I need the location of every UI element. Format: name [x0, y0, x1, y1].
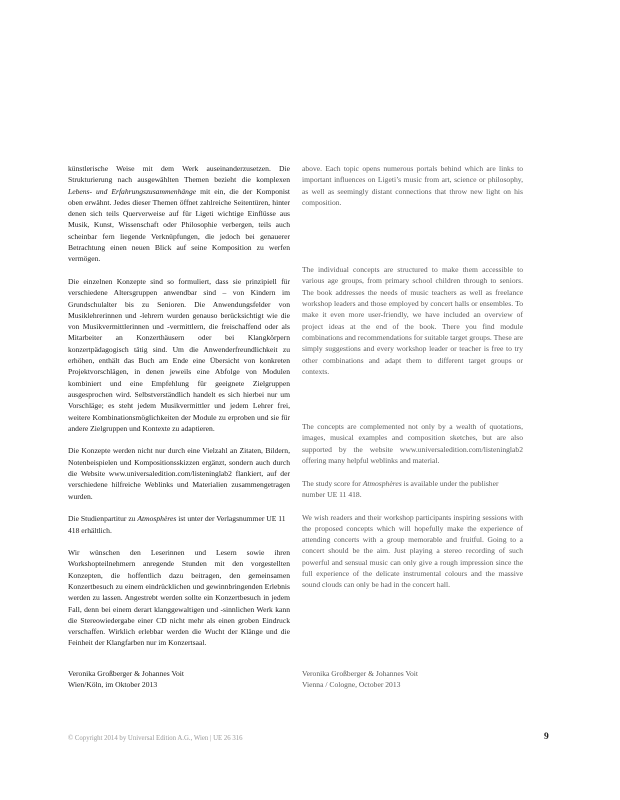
- german-paragraph: Die Konzepte werden nicht nur durch eine Vielzahl an Zitaten, Bildern, Notenbeispielen und Kompositionsskizzen ergänzt, sondern auch durch die Website www.universaledition.com/listeninglab2 flankiert, auf der verschiedene hilfreiche Weblinks und Materialien zusammengetragen wurden.: [68, 446, 290, 501]
- english-signature-names: Veronika Großberger & Johannes Voit: [302, 669, 418, 678]
- copyright-footer: © Copyright 2014 by Universal Edition A.G., Wien | UE 26 316: [68, 735, 243, 742]
- italic-title: Atmosphères: [362, 478, 402, 488]
- german-signature: [68, 668, 184, 691]
- german-paragraph: Die Studienpartitur zu Atmosphères ist unter der Verlagsnummer UE 11 418 erhältlich.: [68, 514, 286, 535]
- english-paragraph: The concepts are complemented not only by a wealth of quotations, images, musical examples and composition sketches, but are also supported by the website www.universaledition.com/listeninglab2 offering many helpful weblinks and material.: [302, 422, 523, 466]
- italic-title: Lebens- und Erfahrungszusammenhänge: [68, 186, 197, 196]
- italic-title: Atmosphères: [137, 514, 177, 524]
- english-paragraph: The individual concepts are structured to make them accessible to various age groups, from primary school children through to seniors. The book addresses the needs of music teachers as well as freelance workshop leaders and those employed by concert halls or ensembles. To make it even more user-friendly, we have included an overview of project ideas at the end of the book. There you find module combinations and recommendations for suitable target groups. These are simply suggestions and every workshop leader or teacher is free to try other combinations and adapt them to different target groups or contexts.: [302, 265, 523, 376]
- german-signature-names: Veronika Großberger & Johannes Voit: [68, 669, 184, 678]
- page-number: 9: [544, 732, 549, 742]
- german-paragraph: Die einzelnen Konzepte sind so formuliert, dass sie prinzipiell für verschiedene Altersgruppen anwendbar sind – von Kindern im Grundschulalter bis zu Senioren. Die Anwendungsfelder von Musiklehrerinnen und -lehrern wurden genauso berücksichtigt wie die von Musikvermittlerinnen und -vermittlern, die freischaffend oder als Mitarbeiter an Konzerthäusern oder bei Klangkörpern konzertpädagogisch tätig sind. Um die Anwenderfreundlichkeit zu erhöhen, enthält das Buch am Ende eine Übersicht von konkreten Projektvorschlägen, in denen jeweils eine Abfolge von Modulen kombiniert und eine Empfehlung für geeignete Zielgruppen ausgesprochen wird. Selbstverständlich handelt es sich hierbei nur um Vorschläge; es steht jedem Musikvermittler und jedem Lehrer frei, weitere Kombinationsmöglichkeiten der Module zu erproben und sie für andere Zielgruppen und Kontexte zu adaptieren.: [68, 276, 290, 433]
- german-paragraph: Wir wünschen den Leserinnen und Lesern sowie ihren Workshopteilnehmern anregende Stunden mit den vorgestellten Konzepten, die hoffentlich dazu beitragen, den gemeinsamen Konzertbesuch zu einem eindrücklichen und gewinnbringenden Erlebnis werden zu lassen. Angestrebt werden sollte ein Konzertbesuch in jedem Fall, denn bei einem derart klanggewaltigen und -sinnlichen Werk kann die Stereowiedergabe einer CD nicht mehr als einen groben Eindruck verschaffen. Wirklich erlebbar werden die Wucht der Klänge und die Feinheit der Klangfarben nur im Konzertsaal.: [68, 548, 290, 648]
- english-signature: [302, 668, 418, 691]
- english-paragraph: The study score for Atmosphères is available under the publisher number UE 11 418.: [302, 478, 499, 499]
- german-signature-place: Wien/Köln, im Oktober 2013: [68, 680, 158, 690]
- german-text-column: [68, 163, 290, 649]
- english-text-column: [302, 163, 523, 591]
- english-paragraph: above. Each topic opens numerous portals behind which are links to important influences on Ligeti’s music from art, science or philosophy, as well as seemingly distant connections that throw new light on his composition.: [302, 164, 523, 207]
- english-signature-place: Vienna / Cologne, October 2013: [302, 680, 401, 690]
- german-paragraph: künstlerische Weise mit dem Werk auseinanderzusetzen. Die Strukturierung nach ausgewählten Themen bezieht die komplexen Lebens- und Erfahrungszusammenhänge mit ein, die der Komponist oben erwähnt. Jedes dieser Themen öffnet zahlreiche Seitentüren, hinter denen sich teils Querverweise auf für Ligeti wichtige Einflüsse aus Musik, Kunst, Wissenschaft oder Philosophie verbergen, teils auch scheinbar fern liegende Verknüpfungen, die jedoch bei genauerer Betrachtung einen neuen Blick auf seine Komposition zu werfen vermögen.: [68, 164, 290, 264]
- english-paragraph: We wish readers and their workshop participants inspiring sessions with the proposed concepts which will hopefully make the experience of attending concerts with a group memorable and fruitful. Going to a concert should be the aim. Just playing a stereo recording of such powerful and sensual music can only give a rough impression since the full experience of the delicate instrumental colours and the massive sound clouds can only be had in the concert hall.: [302, 512, 523, 590]
